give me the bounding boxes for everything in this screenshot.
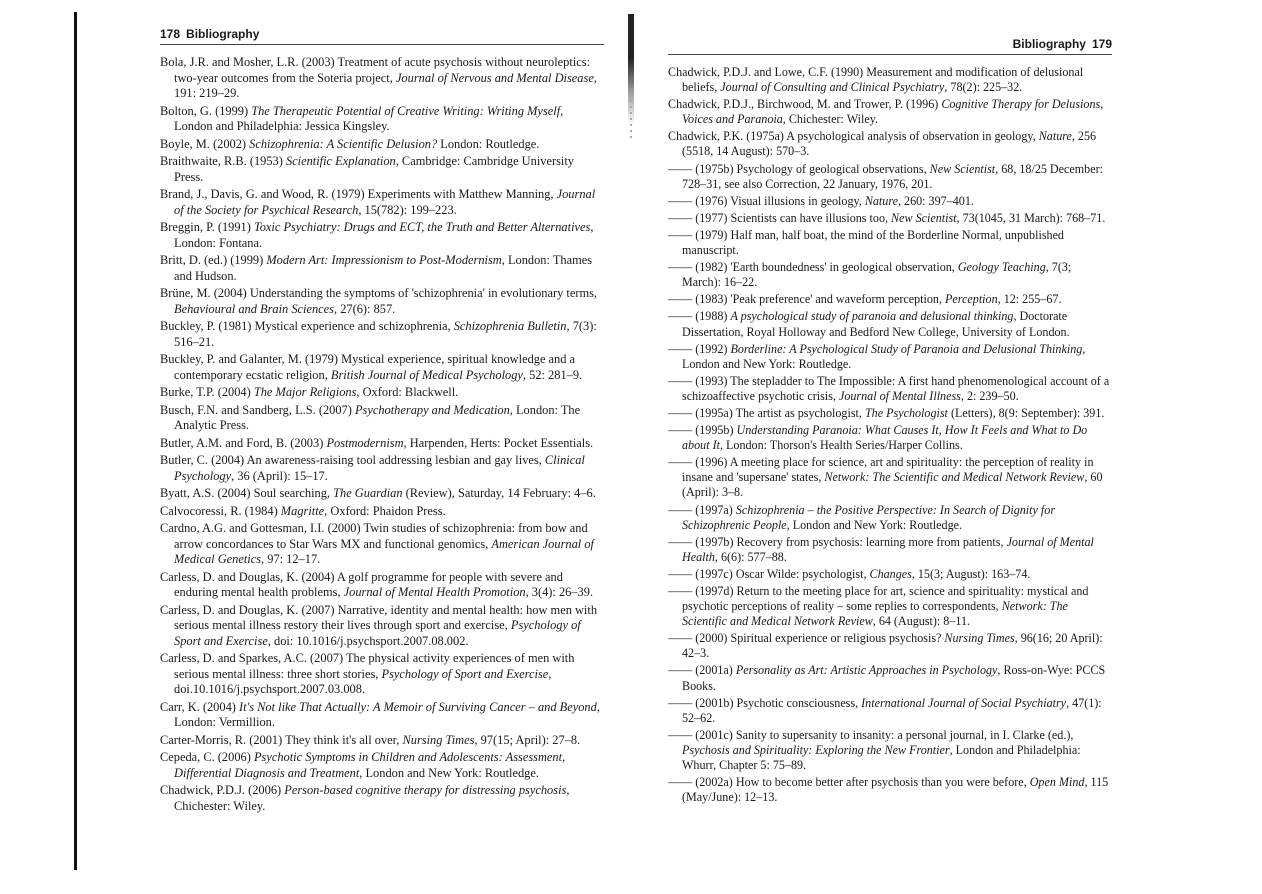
bibliography-entry bbox=[668, 292, 1112, 307]
entry-text: —— (1983) 'Peak preference' and waveform perception, bbox=[668, 292, 946, 307]
entry-text: —— (1995a) The artist as psychologist, bbox=[668, 405, 865, 420]
entry-details: , London: The Analytic Press. bbox=[174, 402, 581, 432]
entry-text: Burke, T.P. (2004) bbox=[160, 385, 254, 399]
entry-text: Buckley, P. and Galanter, M. (1979) Mystical experience, spiritual knowledge and a contemporary ecstatic religion, bbox=[160, 352, 576, 382]
entry-title: Person-based cognitive therapy for distressing psychosis bbox=[284, 783, 567, 797]
entry-details: , 36 (April): 15–17. bbox=[231, 468, 328, 483]
page-number: 178 bbox=[160, 27, 181, 41]
entry-text: —— (1997a) bbox=[668, 502, 736, 517]
bibliography-entry bbox=[668, 211, 1112, 226]
entry-text: —— (1997b) Recovery from psychosis: learning more from patients, bbox=[668, 534, 1007, 549]
entry-title: Understanding Paranoia: What Causes It, How It Feels and What to Do about It bbox=[682, 423, 1088, 453]
entry-text: —— (1997c) Oscar Wilde: psychologist, bbox=[668, 566, 870, 581]
page-number: 179 bbox=[1091, 37, 1112, 51]
bibliography-entry bbox=[160, 319, 604, 350]
entry-text: Breggin, P. (1991) bbox=[160, 220, 254, 234]
entry-title: Nature bbox=[864, 193, 898, 208]
entry-title: International Journal of Social Psychiatry bbox=[861, 695, 1067, 710]
entry-text: Chadwick, P.K. (1975a) A psychological analysis of observation in geology, bbox=[668, 129, 1039, 144]
entry-title: Psychotherapy and Medication bbox=[354, 402, 510, 417]
entry-title: Magritte bbox=[280, 503, 325, 518]
entry-details: , Oxford: Phaidon Press. bbox=[324, 503, 446, 518]
bibliography-entry bbox=[160, 403, 604, 434]
bibliography-entry bbox=[160, 104, 604, 135]
entry-text: Chadwick, P.D.J. (2006) bbox=[160, 783, 285, 797]
entry-details: , London: Fontana. bbox=[174, 220, 594, 250]
entry-text: Busch, F.N. and Sandberg, L.S. (2007) bbox=[160, 402, 355, 417]
entry-title: A psychological study of paranoia and delusional thinking bbox=[730, 309, 1014, 324]
bibliography-entry bbox=[160, 55, 604, 102]
entry-text: Carless, D. and Douglas, K. (2004) A golf programme for people with severe and enduring mental health problems, bbox=[160, 569, 563, 599]
entry-title: Network: The Scientific and Medical Network Review bbox=[824, 470, 1085, 485]
entry-details: , 52: 281–9. bbox=[522, 367, 583, 382]
entry-details: , 15(782): 199–223. bbox=[358, 202, 457, 217]
entry-title: Modern Art: Impressionism to Post-Modernism bbox=[266, 253, 502, 267]
entry-text: —— (1975b) Psychology of geological observations, bbox=[668, 161, 930, 176]
bibliography-entry bbox=[160, 521, 604, 568]
entry-text: —— (1992) bbox=[668, 341, 731, 356]
entry-details: , 60 (April): 3–8. bbox=[682, 470, 1103, 500]
entry-text: Chadwick, P.D.J. and Lowe, C.F. (1990) Measurement and modification of delusional beliefs, bbox=[668, 65, 1084, 95]
entry-text: —— (1997d) Return to the meeting place for art, science and spirituality: mystical and psychotic perceptions of reality – some replies to correspondents, bbox=[668, 584, 1089, 614]
bibliography-entry bbox=[160, 504, 604, 520]
entry-title: Network: The Scientific and Medical Network Review bbox=[682, 599, 1068, 629]
entry-details: , 68, 18/25 December: 728–31, see also Correction, 22 January, 1976, 201. bbox=[682, 161, 1103, 191]
bibliography-entry bbox=[668, 309, 1112, 339]
bibliography-entry bbox=[668, 728, 1112, 773]
entry-title: Schizophrenia – the Positive Perspective: In Search of Dignity for Schizophrenic People bbox=[682, 502, 1056, 532]
bibliography-entry bbox=[668, 775, 1112, 805]
bibliography-entry bbox=[668, 374, 1112, 404]
entry-text: Brüne, M. (2004) Understanding the symptoms of 'schizophrenia' in evolutionary terms, bbox=[160, 286, 598, 300]
bibliography-entry bbox=[160, 154, 604, 185]
bibliography-entry bbox=[160, 436, 604, 452]
entry-text: —— (1993) The stepladder to The Impossible: A first hand phenomenological account of a schizoaffective psychotic crisis, bbox=[668, 373, 1110, 403]
bibliography-entry bbox=[668, 503, 1112, 533]
entry-details: , London and Philadelphia: Jessica Kingsley. bbox=[174, 103, 564, 133]
bibliography-entry bbox=[668, 228, 1112, 258]
bibliography-entry bbox=[668, 260, 1112, 290]
bibliography-entry bbox=[668, 535, 1112, 565]
bibliography-entry bbox=[668, 631, 1112, 661]
entry-title: Schizophrenia: A Scientific Delusion? bbox=[249, 136, 438, 151]
entry-title: British Journal of Medical Psychology bbox=[330, 367, 523, 382]
entry-text: Cardno, A.G. and Gottesman, I.I. (2000) Twin studies of schizophrenia: from bow and arrow concordances to Star Wars MX and functional genomics, bbox=[160, 521, 588, 551]
entry-title: Journal of the Society for Psychical Research bbox=[174, 187, 596, 217]
bibliography-entry bbox=[668, 696, 1112, 726]
entry-details: , 47(1): 52–62. bbox=[682, 695, 1102, 725]
entry-details: , 7(3): 516–21. bbox=[174, 319, 597, 349]
entry-text: —— (2001a) bbox=[668, 663, 736, 678]
bibliography-list bbox=[160, 55, 604, 814]
entry-text: Butler, C. (2004) An awareness-raising tool addressing lesbian and gay lives, bbox=[160, 453, 545, 467]
entry-title: Psychology of Sport and Exercise bbox=[174, 618, 581, 648]
entry-details: , 97: 12–17. bbox=[261, 552, 321, 566]
bibliography-entry bbox=[160, 352, 604, 383]
entry-title: Toxic Psychiatry: Drugs and ECT, the Truth and Better Alternatives bbox=[253, 220, 591, 234]
right-page-header bbox=[668, 34, 1112, 55]
entry-title: New Scientist bbox=[891, 210, 957, 225]
entry-text: Byatt, A.S. (2004) Soul searching, bbox=[160, 486, 334, 500]
entry-details: , 115 (May/June): 12–13. bbox=[682, 775, 1109, 805]
entry-title: The Psychologist bbox=[864, 405, 948, 420]
entry-details: , 27(6): 857. bbox=[334, 301, 396, 316]
entry-details: , London and New York: Routledge. bbox=[786, 517, 963, 532]
running-head: Bibliography bbox=[186, 27, 260, 41]
entry-details: (Review), Saturday, 14 February: 4–6. bbox=[402, 486, 596, 500]
running-head: Bibliography bbox=[1012, 37, 1086, 51]
bibliography-entry bbox=[160, 570, 604, 601]
bibliography-entry bbox=[160, 700, 604, 731]
bibliography-entry bbox=[160, 651, 604, 698]
entry-title: Journal of Mental Health bbox=[682, 534, 1094, 564]
entry-details: , 64 (August): 8–11. bbox=[872, 614, 971, 629]
entry-title: Journal of Mental Health Promotion bbox=[343, 585, 526, 599]
entry-title: The Guardian bbox=[333, 486, 403, 500]
scan-edge-bar bbox=[74, 12, 77, 870]
bibliography-entry bbox=[668, 65, 1112, 95]
bibliography-entry bbox=[668, 406, 1112, 421]
bibliography-entry bbox=[160, 286, 604, 317]
entry-text: —— (2001c) Sanity to supersanity to insanity: a personal journal, in I. Clarke (ed.), bbox=[668, 727, 1074, 742]
entry-details: , 15(3; August): 163–74. bbox=[911, 566, 1031, 581]
entry-text: Bola, J.R. and Mosher, L.R. (2003) Treatment of acute psychosis without neuroleptics: two-year outcomes from the Soteria project, bbox=[160, 55, 591, 85]
entry-title: American Journal of Medical Genetics bbox=[174, 536, 594, 566]
entry-title: Nursing Times bbox=[944, 631, 1015, 646]
entry-details: , 260: 397–401. bbox=[897, 193, 974, 208]
bibliography-entry bbox=[160, 783, 604, 814]
entry-title: Schizophrenia Bulletin bbox=[453, 319, 567, 333]
entry-details: , 12: 255–67. bbox=[997, 292, 1062, 307]
bibliography-entry bbox=[160, 253, 604, 284]
entry-title: Psychology of Sport and Exercise bbox=[381, 666, 549, 681]
bibliography-entry bbox=[668, 423, 1112, 453]
entry-title: Clinical Psychology bbox=[174, 453, 585, 483]
entry-details: , doi: 10.1016/j.psychsport.2007.08.002. bbox=[267, 633, 469, 648]
bibliography-entry bbox=[668, 455, 1112, 500]
entry-details: , doi.10.1016/j.psychsport.2007.03.008. bbox=[174, 666, 552, 696]
bibliography-entry bbox=[160, 733, 604, 749]
entry-text: Cepeda, C. (2006) bbox=[160, 750, 254, 764]
entry-details: , London and Philadelphia: Whurr, Chapter 5: 75–89. bbox=[682, 742, 1081, 773]
entry-details: , 7(3; March): 16–22. bbox=[682, 260, 1072, 290]
entry-text: Braithwaite, R.B. (1953) bbox=[160, 154, 286, 168]
entry-title: Borderline: A Psychological Study of Paranoia and Delusional Thinking bbox=[730, 341, 1083, 356]
bibliography-entry bbox=[160, 453, 604, 484]
entry-title: Open Mind bbox=[1029, 775, 1085, 790]
entry-details: , Oxford: Blackwell. bbox=[356, 385, 459, 399]
entry-title: Postmodernism bbox=[326, 435, 404, 450]
entry-text: Britt, D. (ed.) (1999) bbox=[160, 253, 267, 267]
entry-title: The Therapeutic Potential of Creative Writing: Writing Myself bbox=[251, 103, 561, 118]
entry-details: , 191: 219–29. bbox=[174, 70, 597, 100]
entry-text: —— (1982) 'Earth boundedness' in geological observation, bbox=[668, 260, 958, 275]
entry-details: , 2: 239–50. bbox=[960, 388, 1019, 403]
entry-title: Personality as Art: Artistic Approaches in Psychology bbox=[735, 663, 998, 678]
entry-title: Journal of Nervous and Mental Disease bbox=[395, 70, 594, 85]
right-page bbox=[668, 34, 1112, 807]
entry-text: Butler, A.M. and Ford, B. (2003) bbox=[160, 435, 327, 450]
entry-title: Cognitive Therapy for Delusions, Voices and Paranoia bbox=[682, 97, 1104, 127]
bibliography-list bbox=[668, 65, 1112, 805]
entry-details: , Harpenden, Herts: Pocket Essentials. bbox=[403, 435, 594, 450]
entry-text: Buckley, P. (1981) Mystical experience and schizophrenia, bbox=[160, 319, 454, 333]
entry-title: Scientific Explanation bbox=[285, 154, 396, 168]
bibliography-entry bbox=[160, 750, 604, 781]
entry-title: The Major Religions bbox=[253, 385, 357, 399]
entry-title: Geology Teaching bbox=[957, 260, 1046, 275]
entry-text: Carr, K. (2004) bbox=[160, 699, 239, 714]
entry-details: , London and New York: Routledge. bbox=[359, 765, 539, 780]
book-gutter-shadow-faint bbox=[630, 100, 632, 140]
entry-title: Nursing Times bbox=[402, 732, 475, 747]
entry-text: —— (1988) bbox=[668, 309, 731, 324]
entry-title: It's Not like That Actually: A Memoir of Surviving Cancer – and Beyond bbox=[239, 699, 597, 714]
entry-title: Journal of Consulting and Clinical Psychiatry bbox=[720, 80, 945, 95]
entry-text: —— (2002a) How to become better after psychosis than you were before, bbox=[668, 775, 1030, 790]
entry-text: Carter-Morris, R. (2001) They think it's all over, bbox=[160, 732, 403, 747]
entry-title: Nature bbox=[1038, 129, 1072, 144]
entry-text: Boyle, M. (2002) bbox=[160, 136, 250, 151]
entry-title: Psychosis and Spirituality: Exploring the New Frontier bbox=[682, 742, 950, 757]
entry-text: Carless, D. and Sparkes, A.C. (2007) The physical activity experiences of men with serious mental illness: three short stories, bbox=[160, 651, 575, 681]
bibliography-entry bbox=[668, 162, 1112, 192]
entry-text: Carless, D. and Douglas, K. (2007) Narrative, identity and mental health: how men with serious mental illness restory their lives through sport and exercise, bbox=[160, 602, 598, 632]
entry-title: New Scientist bbox=[929, 161, 996, 176]
entry-details: , London: Vermillion. bbox=[174, 699, 600, 729]
entry-title: Psychotic Symptoms in Children and Adolescents: Assessment, Differential Diagnosis and Treatment bbox=[174, 750, 566, 780]
entry-details: , 97(15; April): 27–8. bbox=[474, 732, 581, 747]
bibliography-entry bbox=[160, 486, 604, 502]
entry-details: (Letters), 8(9: September): 391. bbox=[947, 405, 1105, 420]
entry-details: , London and New York: Routledge. bbox=[682, 341, 1086, 371]
bibliography-entry bbox=[668, 584, 1112, 629]
entry-title: Perception bbox=[945, 292, 998, 307]
entry-details: , 3(4): 26–39. bbox=[525, 585, 594, 599]
bibliography-entry bbox=[160, 385, 604, 401]
entry-details: , Cambridge: Cambridge University Press. bbox=[174, 154, 574, 184]
entry-details: , 78(2): 225–32. bbox=[944, 80, 1023, 95]
entry-details: , Chichester: Wiley. bbox=[782, 112, 879, 127]
entry-details: , 256 (5518, 14 August): 570–3. bbox=[682, 129, 1097, 159]
bibliography-entry bbox=[668, 194, 1112, 209]
entry-text: Chadwick, P.D.J., Birchwood, M. and Trower, P. (1996) bbox=[668, 97, 942, 112]
entry-details: , 6(6): 577–88. bbox=[714, 549, 787, 564]
entry-details: , Ross-on-Wye: PCCS Books. bbox=[682, 663, 1106, 693]
entry-text: —— (1979) Half man, half boat, the mind of the Borderline Normal, unpublished manuscript. bbox=[668, 227, 1064, 258]
entry-text: —— (1976) Visual illusions in geology, bbox=[668, 193, 865, 208]
bibliography-entry bbox=[668, 129, 1112, 159]
entry-text: Bolton, G. (1999) bbox=[160, 103, 252, 118]
left-page bbox=[160, 24, 604, 816]
bibliography-entry bbox=[668, 567, 1112, 582]
entry-details: , 96(16; 20 April): 42–3. bbox=[682, 631, 1103, 661]
entry-text: —— (1977) Scientists can have illusions too, bbox=[668, 210, 892, 225]
entry-text: —— (1995b) bbox=[668, 423, 737, 438]
entry-details: , London: Thorson's Health Series/Harper Collins. bbox=[719, 438, 963, 453]
entry-text: Calvocoressi, R. (1984) bbox=[160, 503, 281, 518]
entry-title: Journal of Mental Illness bbox=[838, 388, 961, 403]
left-page-header bbox=[160, 24, 604, 45]
entry-details: , 73(1045, 31 March): 768–71. bbox=[956, 210, 1106, 225]
bibliography-entry bbox=[160, 137, 604, 153]
entry-text: Brand, J., Davis, G. and Wood, R. (1979) Experiments with Matthew Manning, bbox=[160, 187, 557, 201]
bibliography-entry bbox=[160, 220, 604, 251]
entry-details: , London: Thames and Hudson. bbox=[174, 253, 593, 283]
bibliography-entry bbox=[668, 342, 1112, 372]
entry-details: , Chichester: Wiley. bbox=[174, 783, 570, 813]
entry-title: Behavioural and Brain Sciences bbox=[174, 301, 335, 316]
bibliography-entry bbox=[668, 663, 1112, 693]
entry-text: —— (1996) A meeting place for science, art and spirituality: the perception of reality in insane and 'supersane' states, bbox=[668, 455, 1094, 485]
entry-title: Changes bbox=[869, 566, 912, 581]
bibliography-entry bbox=[160, 187, 604, 218]
bibliography-entry bbox=[668, 97, 1112, 127]
bibliography-entry bbox=[160, 603, 604, 650]
entry-text: —— (2000) Spiritual experience or religious psychosis? bbox=[668, 631, 945, 646]
entry-text: —— (2001b) Psychotic consciousness, bbox=[668, 695, 862, 710]
entry-details: , Doctorate Dissertation, Royal Holloway and Bedford New College, University of London. bbox=[682, 309, 1070, 339]
entry-details: London: Routledge. bbox=[437, 136, 540, 151]
